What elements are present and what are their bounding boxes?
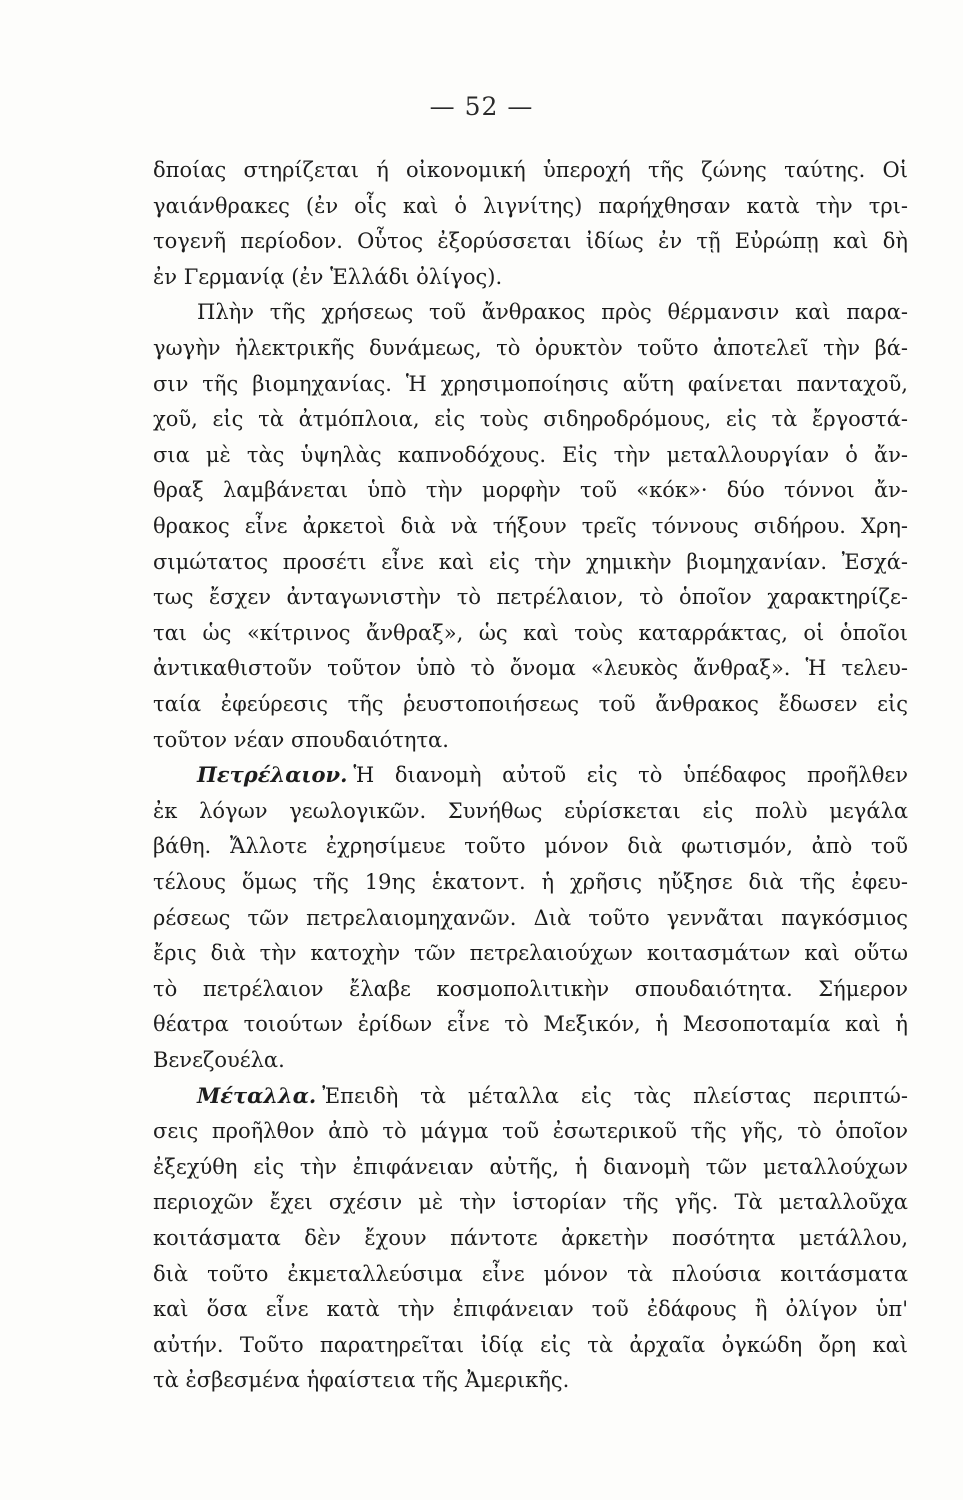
line-text: δποίας στηρίζεται ή οἰκονομική ὑπεροχή τῆς ζώνης ταύτης. Οἱ <box>153 158 908 182</box>
text-line <box>153 582 908 612</box>
line-text: ρέσεως τῶν πετρελαιομηχανῶν. Διὰ τοῦτο γεννᾶται παγκόσμιος <box>153 906 908 930</box>
section-heading: Μέταλλα. <box>197 1083 317 1108</box>
line-text: σιν τῆς βιομηχανίας. Ἡ χρησιμοποίησις αὕτη φαίνεται πανταχοῦ, <box>153 372 908 396</box>
text-line <box>153 547 908 577</box>
text-line <box>153 653 908 683</box>
line-text: σια μὲ τὰς ὑψηλὰς καπνοδόχους. Εἰς τὴν μεταλλουργίαν ὁ ἄν- <box>153 443 908 467</box>
line-text: ἀντικαθιστοῦν τοῦτον ὑπὸ τὸ ὄνομα «λευκὸς ἄνθραξ». Ἡ τελευ- <box>153 656 908 680</box>
line-text: ἐν Γερμανίᾳ (ἐν Ἑλλάδι ὀλίγος). <box>153 265 503 289</box>
line-text: ταία ἐφεύρεσις τῆς ῥευστοποιήσεως τοῦ ἄνθρακος ἔδωσεν εἰς <box>153 692 908 716</box>
line-text: γωγὴν ἠλεκτρικῆς δυνάμεως, τὸ ὀρυκτὸν τοῦτο ἀποτελεῖ τὴν βά- <box>153 336 908 360</box>
line-text: καὶ ὅσα εἶνε κατὰ τὴν ἐπιφάνειαν τοῦ ἐδάφους ἢ ὀλίγον ὑπ' <box>153 1297 908 1321</box>
line-text: ται ὡς «κίτρινος ἄνθραξ», ὡς καὶ τοὺς καταρράκτας, οἱ ὁποῖοι <box>153 621 908 645</box>
text-line <box>153 191 908 221</box>
text-line <box>153 1330 908 1360</box>
text-line <box>153 1152 908 1182</box>
line-text: διὰ τοῦτο ἐκμεταλλεύσιμα εἶνε μόνον τὰ πλούσια κοιτάσματα <box>153 1262 908 1286</box>
line-text: περιοχῶν ἔχει σχέσιν μὲ τὴν ἱστορίαν τῆς γῆς. Τὰ μεταλλοῦχα <box>153 1190 908 1214</box>
text-line <box>153 831 908 861</box>
text-line <box>153 1365 908 1395</box>
text-line <box>153 155 908 185</box>
line-text: θραξ λαμβάνεται ὑπὸ τὴν μορφὴν τοῦ «κόκ»· δύο τόννοι ἄν- <box>153 478 908 502</box>
text-line <box>153 440 908 470</box>
text-line <box>153 262 908 292</box>
text-line <box>153 1009 908 1039</box>
line-text: τὰ ἐσβεσμένα ἡφαίστεια τῆς Ἀμερικῆς. <box>153 1368 570 1392</box>
text-line <box>153 333 908 363</box>
text-line <box>153 938 908 968</box>
line-text: αὐτήν. Τοῦτο παρατηρεῖται ἰδίᾳ εἰς τὰ ἀρχαῖα ὀγκώδη ὄρη καὶ <box>153 1333 908 1357</box>
line-text: σεις προῆλθον ἀπὸ τὸ μάγμα τοῦ ἐσωτερικοῦ τῆς γῆς, τὸ ὁποῖον <box>153 1119 908 1143</box>
line-text: τογενῆ περίοδον. Οὗτος ἐξορύσσεται ἰδίως ἐν τῇ Εὐρώπῃ καὶ δὴ <box>153 229 908 253</box>
line-text: ἐξεχύθη εἰς τὴν ἐπιφάνειαν αὐτῆς, ἡ διανομὴ τῶν μεταλλούχων <box>153 1155 908 1179</box>
text-line <box>153 475 908 505</box>
text-line <box>153 297 908 327</box>
line-text: βάθη. Ἄλλοτε ἐχρησίμευε τοῦτο μόνον διὰ φωτισμόν, ἀπὸ τοῦ <box>153 834 908 858</box>
page-number: — 52 — <box>429 92 534 121</box>
text-line <box>153 796 908 826</box>
line-text: σιμώτατος προσέτι εἶνε καὶ εἰς τὴν χημικὴν βιομηχανίαν. Ἐσχά- <box>153 550 908 574</box>
line-text: Ἡ διανομὴ αὐτοῦ εἰς τὸ ὑπέδαφος προῆλθεν <box>353 763 908 787</box>
line-text: Πλὴν τῆς χρήσεως τοῦ ἄνθρακος πρὸς θέρμανσιν καὶ παρα- <box>197 300 908 324</box>
line-text: τως ἔσχεν ἀνταγωνιστὴν τὸ πετρέλαιον, τὸ ὁποῖον χαρακτηρίζε- <box>153 585 908 609</box>
line-text: Ἐπειδὴ τὰ μέταλλα εἰς τὰς πλείστας περιπτώ- <box>322 1084 908 1108</box>
section-heading: Πετρέλαιον. <box>197 762 348 787</box>
line-text: ἐκ λόγων γεωλογικῶν. Συνήθως εὑρίσκεται εἰς πολὺ μεγάλα <box>153 799 908 823</box>
line-text: κοιτάσματα δὲν ἔχουν πάντοτε ἀρκετὴν ποσότητα μετάλλου, <box>153 1226 908 1250</box>
text-line <box>153 689 908 719</box>
text-line <box>153 1081 908 1111</box>
line-text: θέατρα τοιούτων ἐρίδων εἶνε τὸ Μεξικόν, ἡ Μεσοποταμία καὶ ἡ <box>153 1012 908 1036</box>
line-text: θρακος εἶνε ἀρκετοὶ διὰ νὰ τήξουν τρεῖς τόννους σιδήρου. Χρη- <box>153 514 908 538</box>
text-line <box>153 1223 908 1253</box>
text-line <box>153 974 908 1004</box>
text-line <box>153 511 908 541</box>
line-text: τὸ πετρέλαιον ἔλαβε κοσμοπολιτικὴν σπουδαιότητα. Σήμερον <box>153 977 908 1001</box>
text-line <box>153 226 908 256</box>
text-line <box>153 1187 908 1217</box>
text-line <box>153 903 908 933</box>
line-text: γαιάνθρακες (ἐν οἷς καὶ ὁ λιγνίτης) παρήχθησαν κατὰ τὴν τρι- <box>153 194 908 218</box>
text-line <box>153 369 908 399</box>
text-line <box>153 1259 908 1289</box>
line-text: τέλους ὅμως τῆς 19ης ἑκατοντ. ἡ χρῆσις ηὔξησε διὰ τῆς ἐφευ- <box>153 870 908 894</box>
text-line <box>153 404 908 434</box>
text-line <box>153 760 908 790</box>
text-line <box>153 1294 908 1324</box>
text-line <box>153 1116 908 1146</box>
text-line <box>153 867 908 897</box>
line-text: Βενεζουέλα. <box>153 1048 285 1072</box>
text-line <box>153 725 908 755</box>
line-text: τοῦτον νέαν σπουδαιότητα. <box>153 728 449 752</box>
text-line <box>153 618 908 648</box>
text-line <box>153 1045 908 1075</box>
line-text: ἔρις διὰ τὴν κατοχὴν τῶν πετρελαιούχων κοιτασμάτων καὶ οὕτω <box>153 941 908 965</box>
line-text: χοῦ, εἰς τὰ ἀτμόπλοια, εἰς τοὺς σιδηροδρόμους, εἰς τὰ ἔργοστά- <box>153 407 908 431</box>
